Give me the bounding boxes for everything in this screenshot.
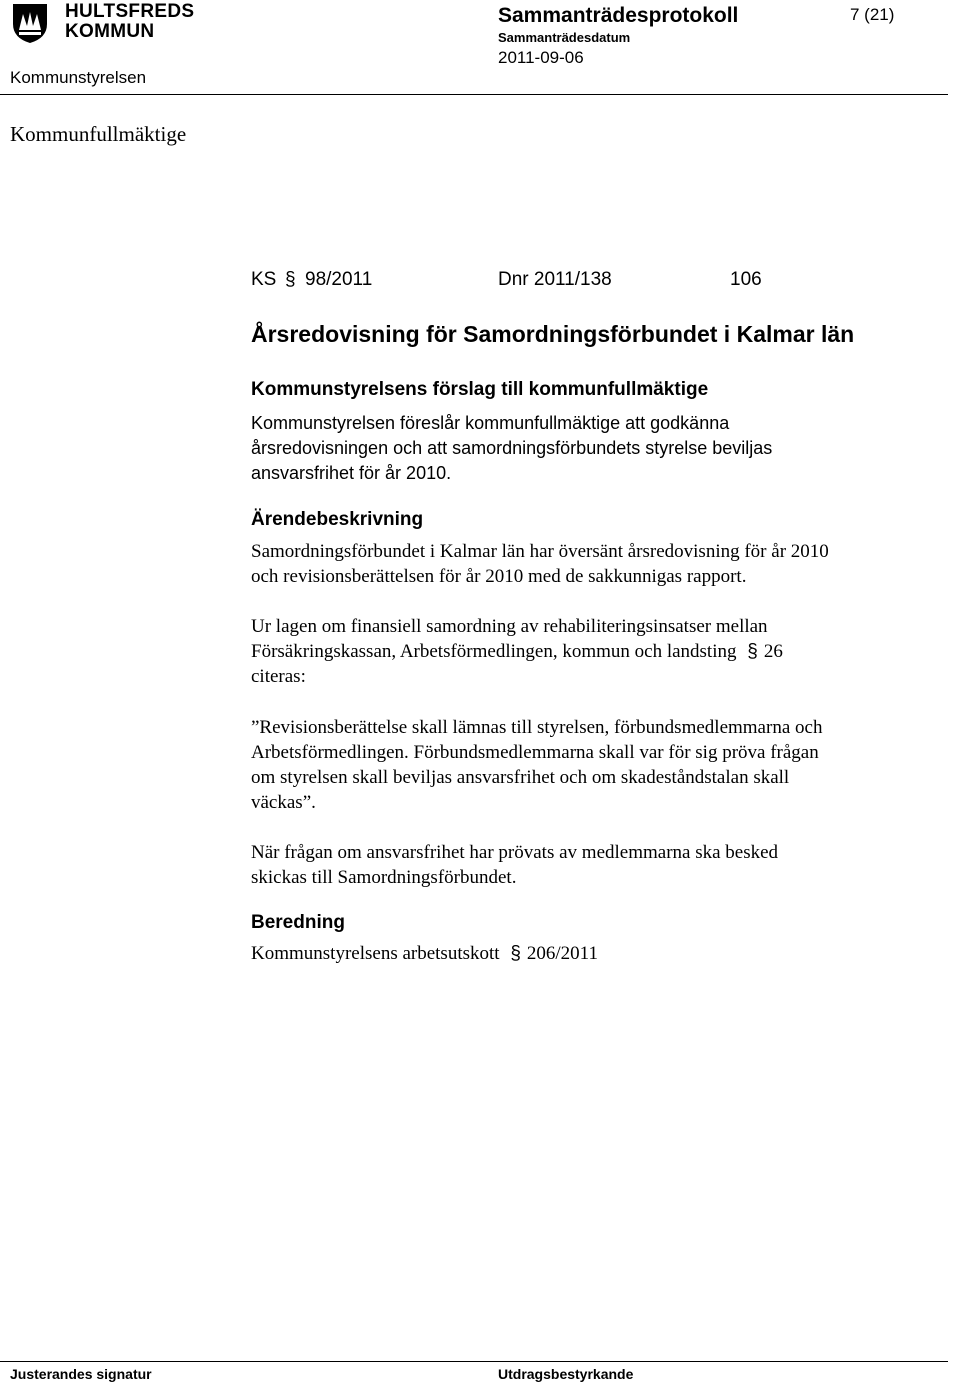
section-number: 26 — [763, 641, 783, 662]
logo-line-2: KOMMUN — [65, 21, 155, 42]
meeting-date: 2011-09-06 — [498, 48, 584, 67]
page-number: 7 (21) — [850, 5, 895, 24]
adjuster-signature-label: Justerandes signatur — [10, 1366, 152, 1382]
body-title: Kommunfullmäktige — [10, 122, 187, 146]
header-divider — [0, 94, 948, 95]
item-title: Årsredovisning för Samordningsförbundet i Kalmar län — [251, 321, 855, 347]
case-reference-line — [251, 269, 771, 295]
extract-certification-label: Utdragsbestyrkande — [498, 1366, 634, 1382]
municipality-logo — [10, 1, 195, 44]
document-type: Sammanträdesprotokoll — [498, 4, 739, 27]
ks-label: KS — [251, 269, 277, 290]
quoted-paragraph — [251, 715, 822, 815]
preparation-heading: Beredning — [251, 912, 345, 933]
paragraph-sign-icon: § — [747, 641, 758, 662]
text-line: väckas”. — [251, 792, 316, 813]
ks-number: 98/2011 — [305, 269, 373, 290]
proposal-line: Kommunstyrelsen föreslår kommunfullmäktige att godkänna — [251, 413, 730, 433]
text-line: Arbetsförmedlingen. Förbundsmedlemmarna skall var för sig pröva frågan — [251, 742, 819, 763]
paragraph-sign-icon: § — [510, 943, 521, 964]
preparation-body: Kommunstyrelsens arbetsutskott — [251, 943, 500, 964]
organ-name: Kommunstyrelsen — [10, 68, 147, 87]
text-line: När frågan om ansvarsfrihet har prövats av medlemmarna ska besked — [251, 842, 779, 863]
description-heading: Ärendebeskrivning — [251, 509, 424, 530]
text-line: citeras: — [251, 666, 306, 687]
text-line: Samordningsförbundet i Kalmar län har översänt årsredovisning för år 2010 — [251, 541, 829, 562]
meeting-date-label: Sammanträdesdatum — [498, 30, 631, 45]
text-line: och revisionsberättelsen för år 2010 med de sakkunnigas rapport. — [251, 566, 747, 587]
description-paragraph-1 — [251, 539, 829, 589]
proposal-line: ansvarsfrihet för år 2010. — [251, 463, 452, 483]
proposal-text — [251, 411, 772, 486]
law-text: Försäkringskassan, Arbetsförmedlingen, kommun och landsting — [251, 641, 737, 662]
description-paragraph-4 — [251, 840, 778, 890]
text-line: Ur lagen om finansiell samordning av rehabiliteringsinsatser mellan — [251, 616, 768, 637]
logo-wordmark — [65, 2, 194, 42]
description-paragraph-2 — [251, 614, 783, 689]
preparation-number: 206/2011 — [526, 943, 598, 964]
text-line: om styrelsen skall beviljas ansvarsfrihet och om skadeståndstalan skall — [251, 767, 790, 788]
text-line — [251, 639, 783, 664]
proposal-line: årsredovisningen och att samordningsförbundets styrelse beviljas — [251, 438, 773, 458]
proposal-heading: Kommunstyrelsens förslag till kommunfullmäktige — [251, 379, 709, 400]
diary-number: Dnr 2011/138 — [498, 269, 612, 290]
footer-divider — [0, 1361, 948, 1362]
item-number: 106 — [730, 269, 762, 290]
logo-line-1: HULTSFREDS — [65, 1, 195, 22]
coat-of-arms-icon — [10, 2, 50, 44]
text-line: skickas till Samordningsförbundet. — [251, 867, 517, 888]
text-line: ”Revisionsberättelse skall lämnas till styrelsen, förbundsmedlemmarna och — [251, 717, 823, 738]
paragraph-sign-icon: § — [285, 269, 296, 290]
preparation-text — [251, 941, 598, 966]
